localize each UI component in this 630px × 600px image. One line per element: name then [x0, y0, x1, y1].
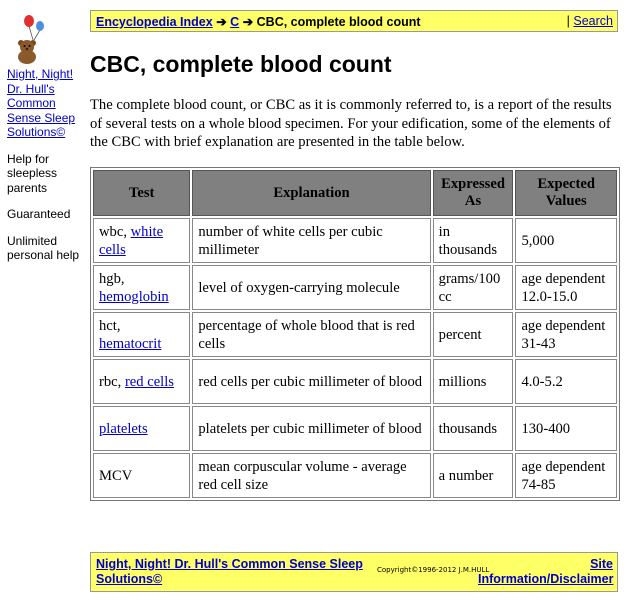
test-abbr: hct, — [99, 317, 121, 334]
link-white-cells[interactable]: white cells — [99, 223, 164, 258]
sidebar-tagline-guaranteed: Guaranteed — [7, 207, 71, 221]
cell-expressed: in thousands — [433, 218, 514, 263]
cbc-table — [90, 167, 620, 501]
cell-explanation: red cells per cubic millimeter of blood — [192, 359, 430, 404]
header-test: Test — [93, 170, 190, 216]
search-link[interactable]: Search — [573, 14, 613, 28]
search-area — [567, 14, 613, 28]
header-expressed-as: Expressed As — [433, 170, 514, 216]
arrow-right-icon: ➔ — [216, 15, 227, 29]
cell-expressed: millions — [433, 359, 514, 404]
cell-test — [93, 218, 190, 263]
copyright: Copyright©1996-2012 J.M.HULL — [377, 566, 490, 574]
breadcrumb-c[interactable]: C — [230, 15, 240, 29]
cell-expressed: percent — [433, 312, 514, 357]
link-platelets[interactable]: platelets — [99, 420, 148, 437]
table-row — [93, 406, 617, 451]
cell-expected: 130-400 — [515, 406, 617, 451]
cell-expressed: grams/100 cc — [433, 265, 514, 310]
sidebar-brand-link[interactable]: Night, Night! Dr. Hull's Common Sense Sleep Solutions© — [7, 67, 76, 139]
intro-paragraph: The complete blood count, or CBC as it is commonly referred to, is a report of the results of several tests on a whole blood specimen. For your edification, some of the elements of the CBC with brief explanation are presented in the table below. — [90, 97, 612, 150]
cell-expressed: a number — [433, 453, 514, 498]
cell-explanation: platelets per cubic millimeter of blood — [192, 406, 430, 451]
cell-expected: 4.0-5.2 — [515, 359, 617, 404]
cell-test — [93, 312, 190, 357]
cell-explanation: mean corpuscular volume - average red cell size — [192, 453, 430, 498]
cell-test — [93, 265, 190, 310]
link-hemoglobin[interactable]: hemoglobin — [99, 288, 169, 305]
table-row — [93, 359, 617, 404]
footer-bar — [90, 552, 618, 592]
breadcrumb — [96, 14, 421, 29]
cell-explanation: percentage of whole blood that is red cells — [192, 312, 430, 357]
cell-expected: age dependent 74-85 — [515, 453, 617, 498]
footer-brand-link[interactable]: Night, Night! Dr. Hull's Common Sense Sleep Solutions© — [96, 557, 363, 586]
site-information-link[interactable]: Site Information/Disclaimer — [478, 557, 614, 586]
cell-expected: age dependent 31-43 — [515, 312, 617, 357]
cell-explanation: level of oxygen-carrying molecule — [192, 265, 430, 310]
breadcrumb-encyclopedia-index[interactable]: Encyclopedia Index — [96, 15, 213, 29]
separator: | — [566, 14, 570, 28]
test-abbr: rbc, — [99, 373, 125, 390]
cell-expressed: thousands — [433, 406, 514, 451]
test-abbr: wbc, — [99, 223, 131, 240]
table-row — [93, 453, 617, 498]
header-explanation: Explanation — [192, 170, 430, 216]
table-row — [93, 265, 617, 310]
page-title: CBC, complete blood count — [90, 51, 392, 77]
sidebar — [7, 14, 87, 263]
link-hematocrit[interactable]: hematocrit — [99, 335, 162, 352]
header-expected-values: Expected Values — [515, 170, 617, 216]
link-red-cells[interactable]: red cells — [124, 373, 174, 390]
cell-explanation: number of white cells per cubic millimeter — [192, 218, 430, 263]
sidebar-tagline-unlimited: Unlimited personal help — [7, 233, 80, 262]
cell-test — [93, 359, 190, 404]
breadcrumb-bar — [90, 10, 618, 32]
table-row — [93, 218, 617, 263]
breadcrumb-current: CBC, complete blood count — [256, 15, 421, 29]
teddy-bear-with-balloons-icon[interactable] — [9, 14, 49, 64]
sidebar-tagline-help: Help for sleepless parents — [7, 151, 58, 195]
cell-expected: 5,000 — [515, 218, 617, 263]
arrow-right-icon: ➔ — [242, 15, 254, 29]
test-abbr: hgb, — [99, 270, 125, 287]
cell-expected: age dependent 12.0-15.0 — [515, 265, 617, 310]
table-row — [93, 312, 617, 357]
cell-test — [93, 406, 190, 451]
table-header-row — [93, 170, 617, 216]
cell-test: MCV — [93, 453, 190, 498]
